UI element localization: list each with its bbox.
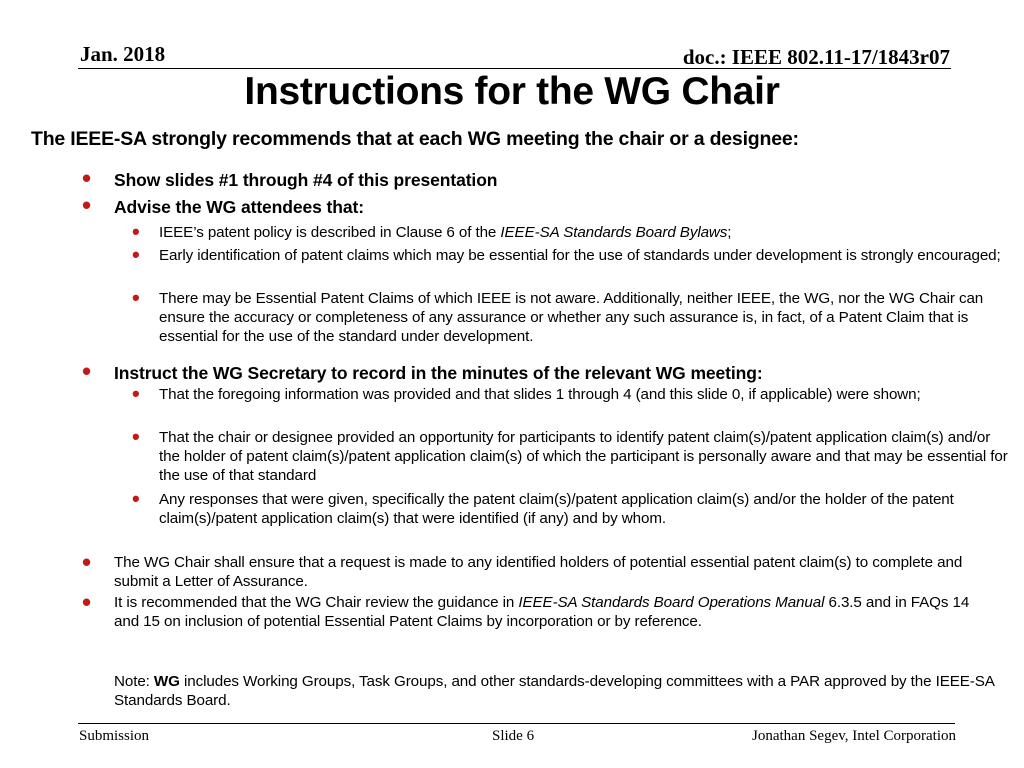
bullet-icon: •	[132, 219, 140, 244]
bullet-text: Instruct the WG Secretary to record in the minutes of the relevant WG meeting:	[114, 363, 763, 383]
bullet-icon: •	[132, 285, 140, 310]
sub-bullet-policy	[132, 219, 1009, 244]
bullet-advise	[82, 190, 364, 220]
footer-submission: Submission	[79, 728, 150, 744]
sub-bullet-opportunity	[132, 424, 1009, 486]
sub-bullet-responses	[132, 486, 1009, 528]
bullet-text: That the chair or designee provided an opportunity for participants to identify patent claim(s)/patent application claim(s) and/or the holder of patent claim(s)/patent application claim(s) of which the participant is personally aware and that may be essential for the use of that standard	[159, 429, 1008, 485]
bullet-review-guidance	[82, 587, 994, 631]
intro-text: The IEEE-SA strongly recommends that at each WG meeting the chair or a designee:	[31, 128, 799, 150]
bullet-icon: •	[132, 242, 140, 267]
note-wg-term: WG	[153, 673, 180, 690]
bullet-icon: •	[132, 424, 140, 449]
recommend-text-post: 6.3.5 and in FAQs 14 and 15 on inclusion of potential Essential Patent Claims by incorporation or by reference.	[114, 594, 970, 631]
bullet-letter-of-assurance	[82, 547, 994, 591]
sub-bullet-early-identification	[132, 242, 1009, 267]
footer-author: Jonathan Segev, Intel Corporation	[752, 728, 956, 744]
recommend-text-pre: It is recommended that the WG Chair review the guidance in	[114, 594, 519, 611]
bullet-instruct-secretary	[82, 356, 763, 386]
footer-slide-number: Slide 6	[492, 728, 535, 744]
bullet-text: The WG Chair shall ensure that a request is made to any identified holders of potential essential patent claim(s) to complete and submit a Letter of Assurance.	[114, 554, 963, 591]
bullet-icon: •	[82, 547, 92, 577]
bullet-text: That the foregoing information was provided and that slides 1 through 4 (and this slide 0, if applicable) were shown;	[159, 386, 921, 403]
bullet-text: Any responses that were given, specifically the patent claim(s)/patent application claim(s) and/or the holder of the patent claim(s)/patent application claim(s) that were identified (if any) and by whom.	[159, 491, 954, 528]
policy-text-pre: IEEE’s patent policy is described in Clause 6 of the	[159, 224, 501, 241]
bullet-text: There may be Essential Patent Claims of which IEEE is not aware. Additionally, neither IEEE, the WG, nor the WG Chair can ensure the accuracy or completeness of any assurance or whether any such assurance is, in fact, of a Patent Claim that is essential for the use of the standard under development.	[159, 290, 984, 346]
bullet-icon: •	[132, 381, 140, 406]
slide-title: Instructions for the WG Chair	[244, 70, 780, 113]
bullet-text: Advise the WG attendees that:	[114, 197, 364, 217]
note-prefix: Note:	[114, 673, 154, 690]
bullet-icon: •	[82, 587, 92, 617]
note-text: includes Working Groups, Task Groups, and other standards-developing committees with a PAR approved by the IEEE-SA Standards Board.	[114, 673, 994, 710]
bullet-icon: •	[82, 356, 92, 386]
policy-text-post: ;	[727, 224, 732, 241]
bullet-show-slides	[82, 163, 498, 193]
footer-divider	[78, 723, 955, 724]
header-date: Jan. 2018	[80, 42, 166, 66]
bullet-text: Show slides #1 through #4 of this presentation	[114, 170, 498, 190]
wg-note	[114, 672, 994, 710]
sub-bullet-foregoing	[132, 381, 1009, 406]
bullet-text: Early identification of patent claims which may be essential for the use of standards under development is strongly encouraged;	[159, 247, 1001, 264]
header-doc-number: doc.: IEEE 802.11-17/1843r07	[682, 45, 950, 69]
operations-manual-title: IEEE-SA Standards Board Operations Manual	[518, 594, 825, 611]
policy-bylaws-title: IEEE-SA Standards Board Bylaws	[500, 224, 728, 241]
bullet-icon: •	[82, 190, 92, 220]
sub-bullet-essential-claims	[132, 285, 1009, 347]
bullet-icon: •	[132, 486, 140, 511]
bullet-icon: •	[82, 163, 92, 193]
header-divider	[78, 68, 951, 69]
